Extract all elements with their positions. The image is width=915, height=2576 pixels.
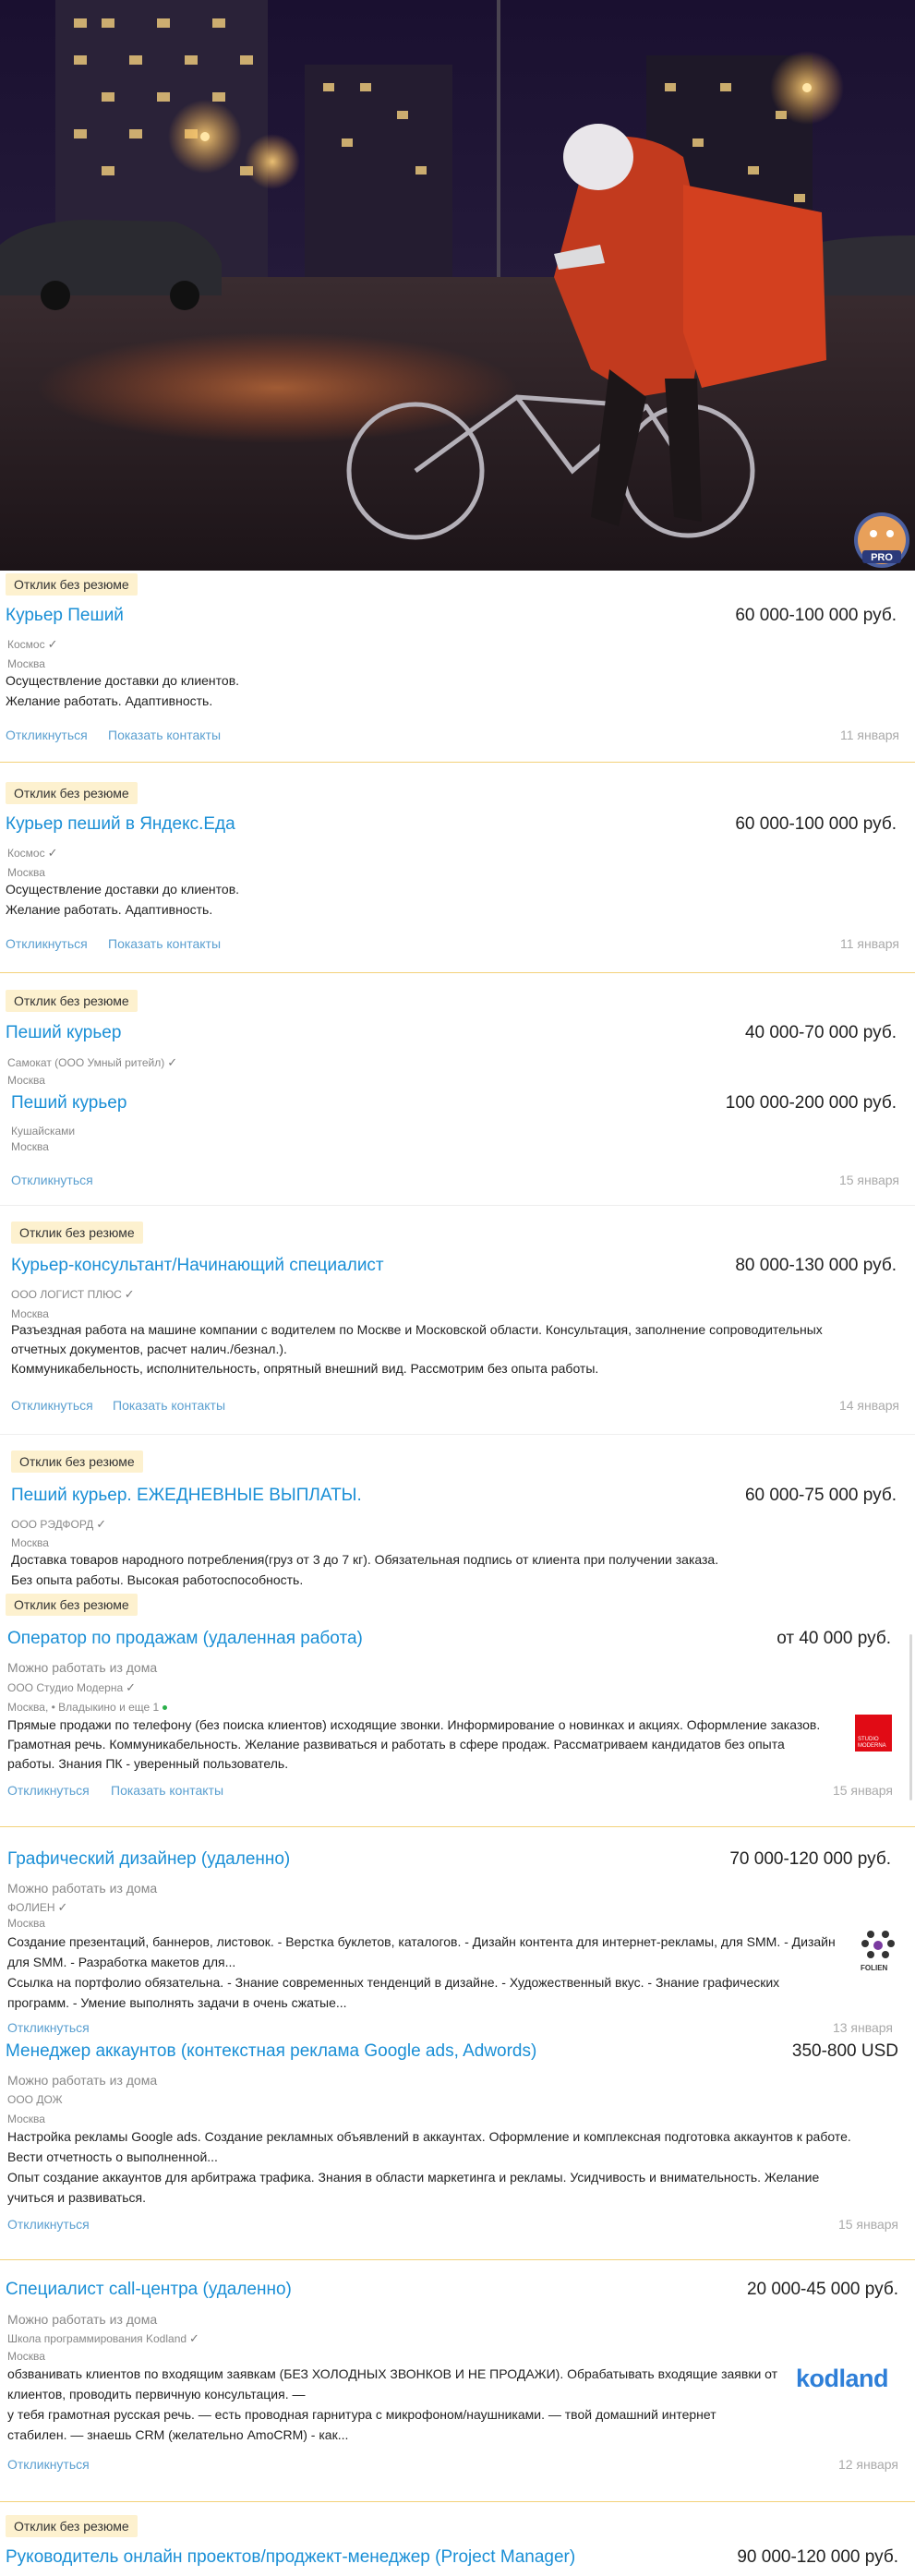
respond-link[interactable]: Откликнуться bbox=[7, 2457, 90, 2472]
vacancy-description: Осуществление доставки до клиентов. Желание работать. Адаптивность. bbox=[6, 673, 240, 708]
vacancy-date: 13 января bbox=[832, 2020, 893, 2035]
vacancy-card bbox=[0, 2260, 915, 2502]
vacancy-card bbox=[0, 763, 915, 973]
respond-link[interactable]: Откликнуться bbox=[6, 936, 88, 951]
company-name[interactable]: Космос ✓ bbox=[7, 637, 58, 651]
company-name[interactable]: Космос ✓ bbox=[7, 846, 58, 860]
respond-link[interactable]: Откликнуться bbox=[11, 1173, 93, 1187]
folien-logo[interactable]: FOLIEN bbox=[857, 1929, 899, 1975]
vacancy-date: 15 января bbox=[837, 2217, 898, 2232]
vacancy-title[interactable]: Пеший курьер bbox=[6, 1023, 122, 1042]
no-resume-badge: Отклик без резюме bbox=[6, 782, 138, 804]
vacancy-salary: 60 000-100 000 руб. bbox=[735, 606, 897, 625]
vacancy-title[interactable]: Курьер-консультант/Начинающий специалист bbox=[11, 1256, 384, 1275]
vacancy-city: Москва bbox=[7, 2350, 45, 2363]
vacancy-city: Москва bbox=[7, 866, 45, 879]
verified-check-icon: ✓ bbox=[189, 2331, 199, 2345]
vacancy-card bbox=[0, 973, 915, 1206]
vacancy-city: Москва bbox=[11, 1140, 49, 1153]
vacancy-card bbox=[0, 1435, 915, 1594]
vacancy-city: Москва bbox=[7, 1917, 45, 1930]
vacancy-date: 11 января bbox=[839, 728, 899, 742]
pro-badge-text: PRO bbox=[871, 552, 893, 563]
company-name[interactable]: Самокат (ООО Умный ритейл) ✓ bbox=[7, 1055, 178, 1069]
vacancy-date: 15 января bbox=[832, 1783, 893, 1798]
respond-link[interactable]: Откликнуться bbox=[7, 1783, 90, 1798]
respond-link[interactable]: Откликнуться bbox=[7, 2217, 90, 2232]
metro-dot-icon bbox=[163, 1705, 167, 1710]
no-resume-badge: Отклик без резюме bbox=[6, 2515, 138, 2537]
vacancy-date: 12 января bbox=[837, 2457, 898, 2472]
no-resume-badge: Отклик без резюме bbox=[6, 990, 138, 1012]
company-name[interactable]: ООО ДОЖ bbox=[7, 2093, 63, 2106]
no-resume-badge: Отклик без резюме bbox=[6, 1594, 138, 1616]
vacancy-card bbox=[0, 1594, 915, 1827]
company-name[interactable]: ООО Студио Модерна ✓ bbox=[7, 1680, 137, 1694]
vacancy-date: 15 января bbox=[838, 1173, 899, 1187]
vacancy-salary: 40 000-70 000 руб. bbox=[744, 1023, 897, 1042]
no-resume-badge: Отклик без резюме bbox=[11, 1222, 143, 1244]
verified-check-icon: ✓ bbox=[57, 1900, 68, 1914]
vacancy-description: Разъездная работа на машине компании с водителем по Москве и Московской области. Консультация, заполнение сопроводительных отчетных документов, расчет налич./безнал.). Коммуникабельность, исполнительность, опрятный внешний вид. Рассмотрим без опыта работы. bbox=[11, 1322, 823, 1376]
respond-link[interactable]: Откликнуться bbox=[7, 2020, 90, 2035]
show-contacts-link[interactable]: Показать контакты bbox=[108, 936, 222, 951]
vacancy-salary: 20 000-45 000 руб. bbox=[746, 2280, 898, 2299]
vacancy-title[interactable]: Графический дизайнер (удаленно) bbox=[7, 1849, 291, 1869]
vacancy-description: Создание презентаций, баннеров, листовок. - Верстка буклетов, каталогов. - Дизайн контента для интернет-рекламы, для SMM. - Дизайн для SMM. - Разработка макетов для... Ссылка на портфолио обязательна. - Знание современных тенденций в дизайне. - Художественный вкус. - Знание графических программ. - Умение выполнять задачи в очень сжатые... bbox=[7, 1934, 836, 2010]
courier-photo bbox=[0, 0, 915, 571]
remote-work-label: Можно работать из дома bbox=[7, 2312, 158, 2327]
vacancy-description: обзванивать клиентов по входящим заявкам (БЕЗ ХОЛОДНЫХ ЗВОНКОВ И НЕ ПРОДАЖИ). Обрабатывать входящие заявки от клиентов, проводить первичную консультация. — у тебя грамотная русская речь. — есть проводная гарнитура с микрофоном/наушниками. — твой домашний интернет стабилен. — знаешь CRM (желательно AmoCRM) - как... bbox=[7, 2366, 778, 2442]
verified-check-icon: ✓ bbox=[126, 1680, 137, 1694]
vacancy-title[interactable]: Менеджер аккаунтов (контекстная реклама Google ads, Adwords) bbox=[6, 2041, 537, 2061]
vacancy-title[interactable]: Руководитель онлайн проектов/проджект-менеджер (Project Manager) bbox=[6, 2547, 576, 2567]
vacancy-city: Москва bbox=[7, 2113, 45, 2125]
verified-check-icon: ✓ bbox=[124, 1287, 135, 1301]
company-name[interactable]: ООО РЭДФОРД ✓ bbox=[11, 1517, 107, 1531]
vacancy-description: Настройка рекламы Google ads. Создание рекламных объявлений в аккаунтах. Оформление и комплексная подготовка аккаунтов к работе. Вести отчетность о выполненной... Опыт создание аккаунтов для арбитража трафика. Знания в области маркетинга и рекламы. Усидчивость и внимательность. Желание учиться и развиваться. bbox=[7, 2129, 851, 2205]
studio-moderna-logo[interactable]: STUDIO MODERNA bbox=[855, 1715, 892, 1751]
vacancy-date: 11 января bbox=[839, 936, 899, 951]
vacancy-description: Осуществление доставки до клиентов. Желание работать. Адаптивность. bbox=[6, 882, 240, 917]
vacancy-city: Москва, • Владыкино и еще 1 bbox=[7, 1701, 167, 1715]
vacancy-city: Москва bbox=[7, 657, 45, 670]
vacancy-title[interactable]: Пеший курьер bbox=[11, 1093, 127, 1113]
folien-logo-icon bbox=[857, 1929, 899, 1962]
vacancy-salary: 60 000-100 000 руб. bbox=[735, 814, 897, 834]
no-resume-badge: Отклик без резюме bbox=[6, 573, 138, 596]
scrollbar[interactable] bbox=[909, 1634, 912, 1800]
verified-check-icon: ✓ bbox=[47, 846, 58, 860]
vacancy-title[interactable]: Курьер пеший в Яндекс.Еда bbox=[6, 814, 235, 834]
verified-check-icon: ✓ bbox=[167, 1055, 178, 1069]
vacancy-description: Прямые продажи по телефону (без поиска клиентов) исходящие звонки. Информирование о новинках и акциях. Оформление заказов. Грамотная речь. Коммуникабельность. Желание развиваться и работать в сфере продаж. Рассматриваем кандидатов без опыта работы. Знания ПК - уверенный пользователь. bbox=[7, 1717, 821, 1771]
show-contacts-link[interactable]: Показать контакты bbox=[111, 1783, 224, 1798]
vacancy-title[interactable]: Курьер Пеший bbox=[6, 606, 124, 625]
vacancy-card bbox=[0, 2027, 915, 2260]
vacancy-salary: от 40 000 руб. bbox=[777, 1629, 891, 1648]
company-name[interactable]: Школа программирования Kodland ✓ bbox=[7, 2331, 199, 2345]
vacancy-title[interactable]: Оператор по продажам (удаленная работа) bbox=[7, 1629, 363, 1648]
vacancy-salary: 70 000-120 000 руб. bbox=[729, 1849, 891, 1869]
vacancy-salary: 80 000-130 000 руб. bbox=[735, 1256, 897, 1275]
vacancy-title[interactable]: Пеший курьер. ЕЖЕДНЕВНЫЕ ВЫПЛАТЫ. bbox=[11, 1486, 362, 1505]
vacancy-title[interactable]: Специалист call-центра (удаленно) bbox=[6, 2280, 292, 2299]
vacancy-description: Доставка товаров народного потребления(груз от 3 до 7 кг). Обязательная подпись от клиента при получении заказа. Без опыта работы. Высокая работоспособность. bbox=[11, 1552, 719, 1587]
kodland-logo[interactable]: kodland bbox=[796, 2365, 889, 2392]
vacancy-card bbox=[0, 1827, 915, 2035]
vacancy-salary: 90 000-120 000 руб. bbox=[737, 2547, 898, 2567]
vacancy-city: Москва bbox=[7, 1074, 45, 1087]
vacancy-card bbox=[0, 571, 915, 763]
verified-check-icon: ✓ bbox=[96, 1517, 107, 1531]
company-name[interactable]: Кушайсками bbox=[11, 1125, 76, 1138]
show-contacts-link[interactable]: Показать контакты bbox=[108, 728, 222, 742]
remote-work-label: Можно работать из дома bbox=[7, 2073, 158, 2088]
vacancy-card bbox=[0, 2502, 915, 2576]
remote-work-label: Можно работать из дома bbox=[7, 1881, 158, 1896]
vacancy-date: 14 января bbox=[838, 1398, 899, 1413]
pro-badge-icon bbox=[854, 512, 909, 568]
vacancy-salary: 60 000-75 000 руб. bbox=[744, 1486, 897, 1505]
hero-image bbox=[0, 0, 915, 571]
remote-work-label: Можно работать из дома bbox=[7, 1660, 158, 1675]
vacancy-card bbox=[0, 1206, 915, 1435]
vacancy-salary: 100 000-200 000 руб. bbox=[725, 1093, 897, 1113]
no-resume-badge: Отклик без резюме bbox=[11, 1451, 143, 1473]
respond-link[interactable]: Откликнуться bbox=[6, 728, 88, 742]
company-name[interactable]: ООО ЛОГИСТ ПЛЮС ✓ bbox=[11, 1287, 135, 1301]
company-name[interactable]: ФОЛИЕН ✓ bbox=[7, 1900, 68, 1914]
show-contacts-link[interactable]: Показать контакты bbox=[113, 1398, 226, 1413]
verified-check-icon: ✓ bbox=[47, 637, 58, 651]
vacancy-city: Москва bbox=[11, 1536, 49, 1549]
vacancy-salary: 350-800 USD bbox=[791, 2041, 898, 2061]
vacancy-city: Москва bbox=[11, 1307, 49, 1320]
respond-link[interactable]: Откликнуться bbox=[11, 1398, 93, 1413]
